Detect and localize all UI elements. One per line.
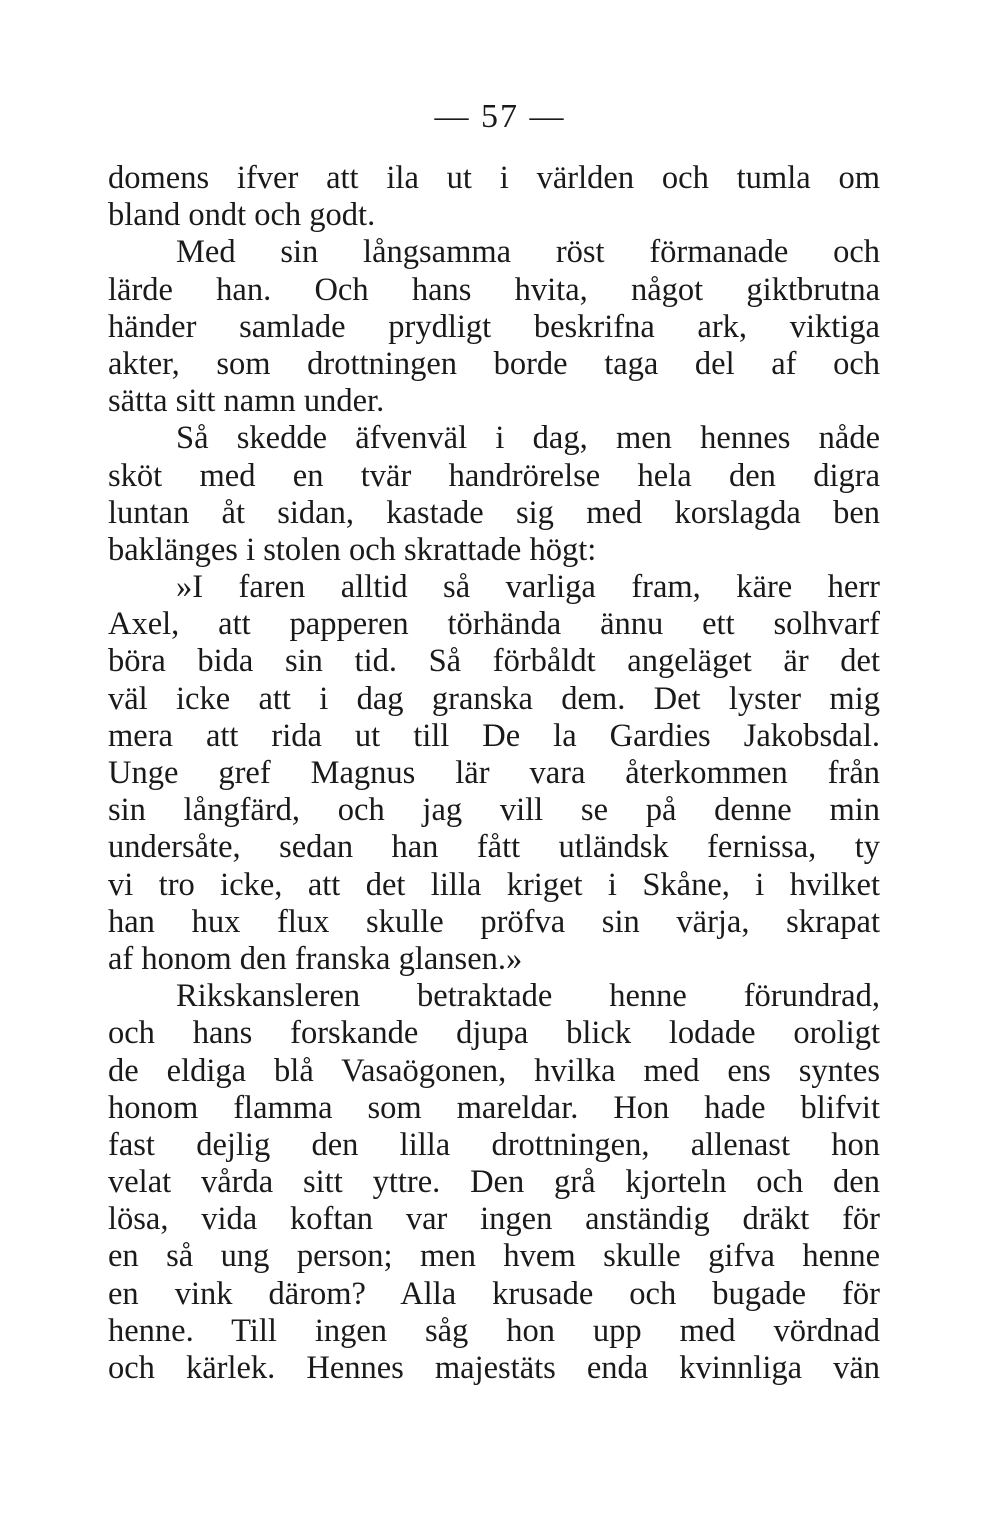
text-line: bland ondt och godt. — [108, 197, 376, 234]
text-line: händer samlade prydligt beskrifna ark, viktiga — [108, 308, 880, 345]
text-line: han hux flux skulle pröfva sin värja, skrapat — [108, 903, 880, 940]
text-line: en vink därom? Alla krusade och bugade för — [108, 1275, 880, 1312]
page-number: — 57 — — [434, 98, 566, 135]
text-line: lösa, vida koftan var ingen anständig dräkt för — [108, 1201, 880, 1238]
text-line: lärde han. Och hans hvita, något giktbrutna — [108, 271, 880, 308]
text-line: en så ung person; men hvem skulle gifva henne — [108, 1238, 880, 1275]
body-text — [108, 160, 880, 1387]
text-line: vi tro icke, att det lilla kriget i Skåne, i hvilket — [108, 866, 880, 903]
text-line: undersåte, sedan han fått utländsk fernissa, ty — [108, 829, 880, 866]
text-line: de eldiga blå Vasaögonen, hvilka med ens syntes — [108, 1052, 880, 1089]
text-line: »I faren alltid så varliga fram, käre herr — [176, 569, 880, 606]
text-line: sätta sitt namn under. — [108, 383, 385, 420]
text-line: Axel, att papperen törhända ännu ett solhvarf — [108, 606, 880, 643]
text-line: böra bida sin tid. Så förbåldt angeläget är det — [108, 643, 880, 680]
text-line: fast dejlig den lilla drottningen, allenast hon — [108, 1126, 880, 1163]
text-line: väl icke att i dag granska dem. Det lyster mig — [108, 680, 880, 717]
text-line: sin långfärd, och jag vill se på denne min — [108, 792, 880, 829]
text-line: domens ifver att ila ut i världen och tumla om — [108, 160, 880, 196]
text-line: mera att rida ut till De la Gardies Jakobsdal. — [108, 717, 880, 754]
text-line: Rikskansleren betraktade henne förundrad, — [176, 978, 880, 1015]
text-line: velat vårda sitt yttre. Den grå kjorteln och den — [108, 1164, 880, 1201]
text-line: baklänges i stolen och skrattade högt: — [108, 531, 597, 568]
text-line: honom flamma som mareldar. Hon hade blifvit — [108, 1089, 880, 1126]
text-line: henne. Till ingen såg hon upp med vördnad — [108, 1312, 880, 1349]
text-line: och kärlek. Hennes majestäts enda kvinnliga vän — [108, 1350, 880, 1386]
text-line: akter, som drottningen borde taga del af och — [108, 345, 880, 382]
text-line: luntan åt sidan, kastade sig med korslagda ben — [108, 494, 880, 531]
text-line: Så skedde äfvenväl i dag, men hennes nåde — [176, 420, 880, 457]
text-line: Med sin långsamma röst förmanade och — [176, 234, 880, 271]
text-line: Unge gref Magnus lär vara återkommen från — [108, 755, 880, 791]
text-line: sköt med en tvär handrörelse hela den digra — [108, 457, 880, 494]
text-line: och hans forskande djupa blick lodade oroligt — [108, 1015, 880, 1052]
text-line: af honom den franska glansen.» — [108, 940, 523, 977]
